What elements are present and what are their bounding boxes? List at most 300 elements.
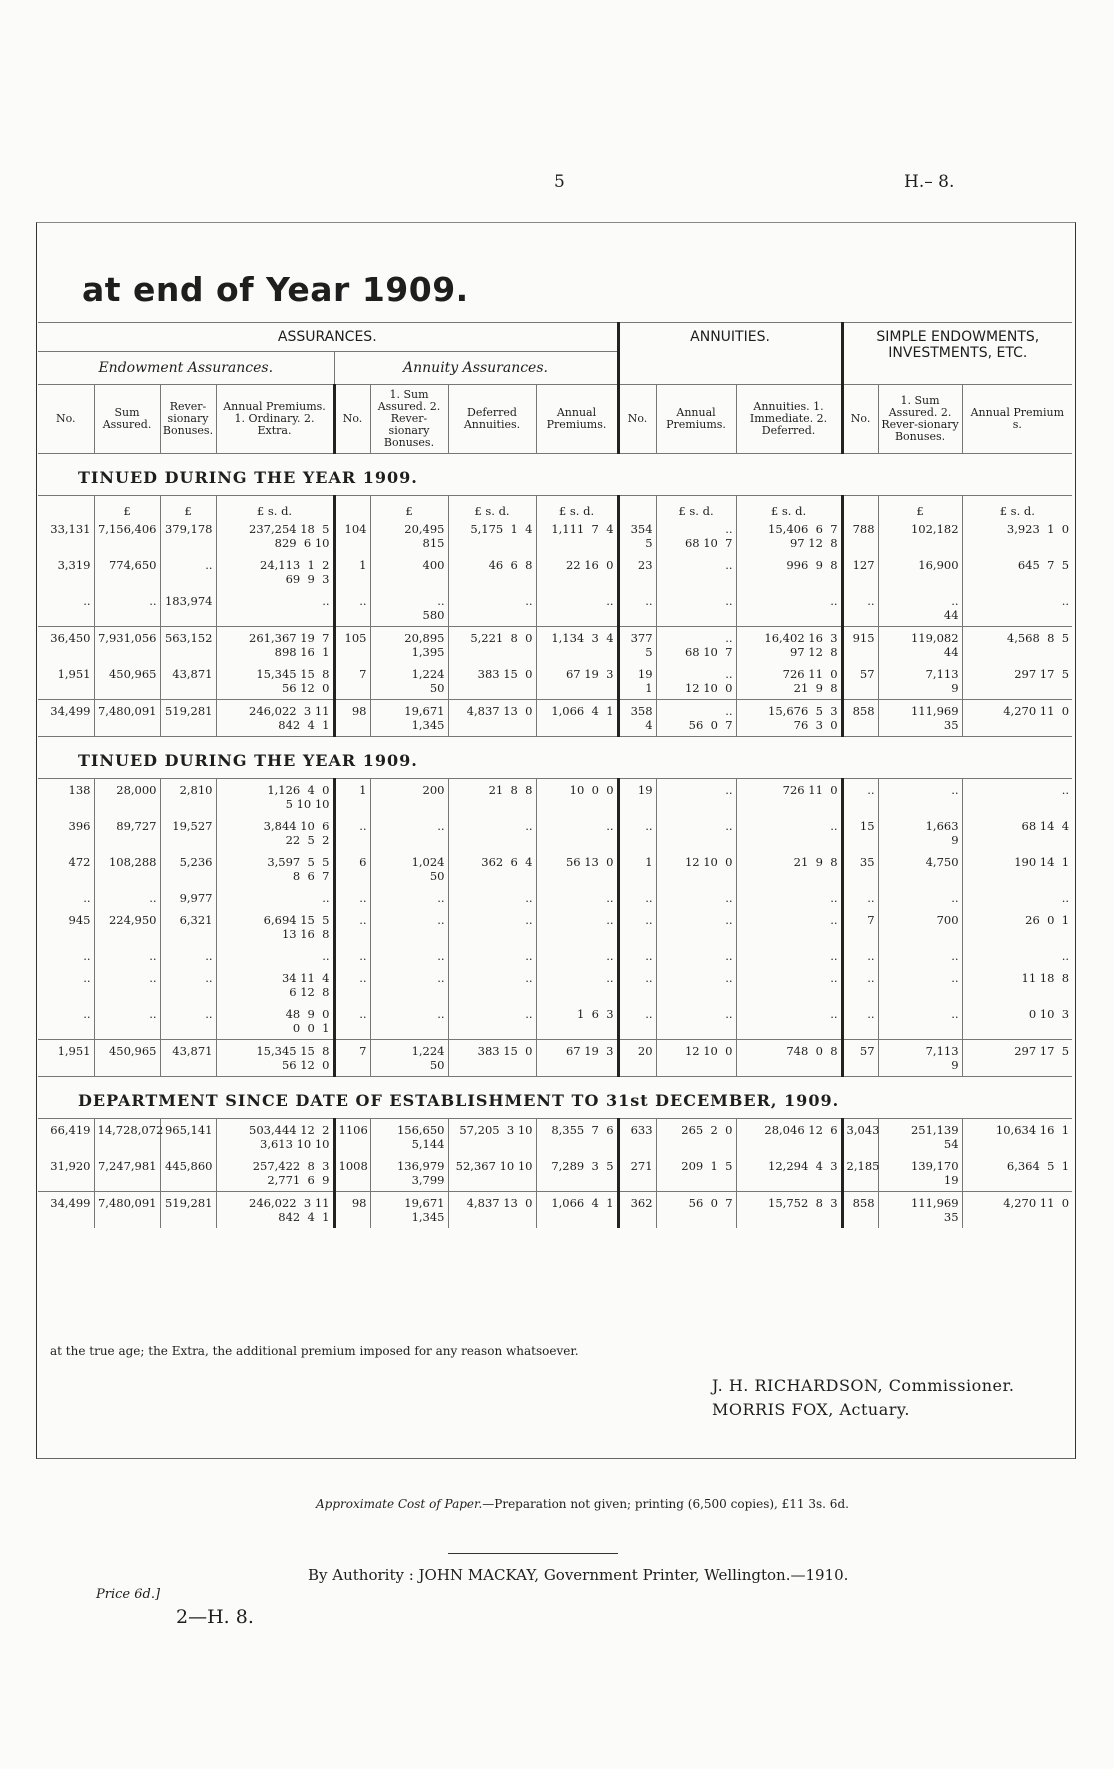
table-cell: .. <box>370 945 448 967</box>
col-header: 1. Sum Assured. 2. Rever-sionary Bonuses. <box>878 385 962 454</box>
table-cell: .. <box>334 590 370 627</box>
table-cell: .. <box>878 967 962 1003</box>
table-cell: 28,046 12 6 <box>736 1119 842 1156</box>
table-cell: .. <box>160 1003 216 1040</box>
table-cell: 383 15 0 <box>448 663 536 700</box>
table-cell: 996 9 8 <box>736 554 842 590</box>
table-cell: 190 14 1 <box>962 851 1072 887</box>
table-cell: 108,288 <box>94 851 160 887</box>
table-cell: 200 <box>370 779 448 816</box>
table-cell: 383 15 0 <box>448 1040 536 1077</box>
table-cell: .. <box>94 945 160 967</box>
subgroup-endowment: Endowment Assurances. <box>98 360 274 376</box>
table-row <box>38 945 1072 967</box>
table-cell: 19 1 <box>618 663 656 700</box>
table-cell: 111,969 35 <box>878 1192 962 1229</box>
table-cell: 68 14 4 <box>962 815 1072 851</box>
col-header: No. <box>618 385 656 454</box>
col-header: Annual Premiums. 1. Ordinary. 2. Extra. <box>216 385 334 454</box>
table-cell: 12 10 0 <box>656 851 736 887</box>
table-row <box>38 967 1072 1003</box>
table-cell: 14,728,072 <box>94 1119 160 1156</box>
table-cell: .. <box>656 590 736 627</box>
table-cell: 7,480,091 <box>94 700 160 737</box>
cost-text: —Preparation not given; printing (6,500 copies), £11 3s. 6d. <box>482 1497 849 1511</box>
subgroup-annuity-assurances: Annuity Assurances. <box>334 352 618 385</box>
table-cell: 3,597 5 5 8 6 7 <box>216 851 334 887</box>
table-cell: 633 <box>618 1119 656 1156</box>
unit-cell: £ s. d. <box>536 496 618 519</box>
table-cell: 15,345 15 8 56 12 0 <box>216 663 334 700</box>
table-row <box>38 1155 1072 1192</box>
table-cell: 4,270 11 0 <box>962 700 1072 737</box>
section-title: TINUED DURING THE YEAR 1909. <box>78 468 418 487</box>
unit-cell <box>842 496 878 519</box>
table-cell: .. 68 10 7 <box>656 627 736 664</box>
table-row <box>38 887 1072 909</box>
table-cell: .. <box>334 815 370 851</box>
table-cell: 563,152 <box>160 627 216 664</box>
table-cell: .. <box>83 949 91 963</box>
table-cell: 362 6 4 <box>448 851 536 887</box>
table-cell: 7,113 9 <box>878 663 962 700</box>
table-cell: 748 0 8 <box>736 1040 842 1077</box>
table-cell: .. <box>334 1003 370 1040</box>
table-cell: .. <box>736 590 842 627</box>
col-header: No. <box>334 385 370 454</box>
table-cell: .. <box>94 590 160 627</box>
table-cell: 6,694 15 5 13 16 8 <box>216 909 334 945</box>
table-cell: 4,837 13 0 <box>448 700 536 737</box>
table-cell: 57,205 3 10 <box>448 1119 536 1156</box>
table-cell: 858 <box>842 700 878 737</box>
table-cell: .. <box>842 590 878 627</box>
table-cell: 1,126 4 0 5 10 10 <box>216 779 334 816</box>
table-cell: 56 13 0 <box>536 851 618 887</box>
table-cell: 450,965 <box>94 1040 160 1077</box>
table-cell: 1,134 3 4 <box>536 627 618 664</box>
page-number: 5 <box>554 172 565 192</box>
table-cell: 519,281 <box>160 700 216 737</box>
col-header: Annual Premiums. <box>536 385 618 454</box>
footnote: at the true age; the Extra, the additional premium imposed for any reason whatsoever. <box>50 1344 579 1358</box>
table-cell: .. <box>618 945 656 967</box>
table-cell: .. <box>216 887 334 909</box>
table-cell: .. <box>160 945 216 967</box>
table-cell: 138 <box>68 783 91 797</box>
table-cell: 34 11 4 6 12 8 <box>216 967 334 1003</box>
table-cell: 26 0 1 <box>962 909 1072 945</box>
printer-authority: By Authority : JOHN MACKAY, Government Printer, Wellington.—1910. <box>308 1566 849 1584</box>
table-cell: .. <box>536 967 618 1003</box>
table-cell: 28,000 <box>94 779 160 816</box>
table-cell: .. <box>83 971 91 985</box>
table-cell: 1 <box>618 851 656 887</box>
table-cell: .. <box>536 815 618 851</box>
table-cell: .. <box>370 1003 448 1040</box>
table-cell: 1 <box>334 779 370 816</box>
table-cell: 98 <box>334 700 370 737</box>
table-cell: .. <box>842 945 878 967</box>
table-cell: .. <box>656 779 736 816</box>
table-cell: 24,113 1 2 69 9 3 <box>216 554 334 590</box>
table-cell: 265 2 0 <box>656 1119 736 1156</box>
table-cell: 1106 <box>334 1119 370 1156</box>
table-cell: .. <box>736 1003 842 1040</box>
table-row <box>38 590 1072 627</box>
table-cell: .. <box>83 1007 91 1021</box>
table-cell: 16,402 16 3 97 12 8 <box>736 627 842 664</box>
table-cell: 6 <box>334 851 370 887</box>
table-cell: 19,671 1,345 <box>370 1192 448 1229</box>
table-cell: 788 <box>842 518 878 554</box>
table-cell: .. <box>448 887 536 909</box>
table-cell: 6,364 5 1 <box>962 1155 1072 1192</box>
table-cell: .. <box>878 887 962 909</box>
table-cell: 15,345 15 8 56 12 0 <box>216 1040 334 1077</box>
table-cell: 34,499 <box>50 1196 91 1210</box>
table-cell: 16,900 <box>878 554 962 590</box>
table-cell: 7,480,091 <box>94 1192 160 1229</box>
table-cell: .. <box>536 945 618 967</box>
section-title: TINUED DURING THE YEAR 1909. <box>78 751 418 770</box>
table-cell: 21 9 8 <box>736 851 842 887</box>
col-header: Rever-sionary Bonuses. <box>160 385 216 454</box>
table-cell: 1 6 3 <box>536 1003 618 1040</box>
table-cell: 89,727 <box>94 815 160 851</box>
table-cell: 33,131 <box>50 522 91 536</box>
table-cell: 362 <box>618 1192 656 1229</box>
table-cell: .. <box>448 909 536 945</box>
table-cell: 251,139 54 <box>878 1119 962 1156</box>
table-cell: .. <box>83 891 91 905</box>
table-cell: .. <box>448 590 536 627</box>
table-cell: .. <box>334 945 370 967</box>
signature-mark: 2—H. 8. <box>176 1606 254 1628</box>
table-cell: 5,236 <box>160 851 216 887</box>
table-cell: .. <box>94 1003 160 1040</box>
table-cell: .. <box>736 815 842 851</box>
table-cell: 379,178 <box>160 518 216 554</box>
unit-cell: £ s. d. <box>448 496 536 519</box>
table-cell: 915 <box>842 627 878 664</box>
table-cell: 237,254 18 5 829 6 10 <box>216 518 334 554</box>
table-cell: 1008 <box>334 1155 370 1192</box>
table-cell: .. <box>656 554 736 590</box>
table-cell: .. <box>736 967 842 1003</box>
unit-cell: £ s. d. <box>656 496 736 519</box>
table-cell: 1,066 4 1 <box>536 700 618 737</box>
table-cell: .. <box>216 590 334 627</box>
table-cell: 858 <box>842 1192 878 1229</box>
table-cell: .. <box>878 1003 962 1040</box>
table-row <box>38 1119 1072 1156</box>
table-cell: 12,294 4 3 <box>736 1155 842 1192</box>
table-cell: 246,022 3 11 842 4 1 <box>216 700 334 737</box>
table-cell: .. <box>448 967 536 1003</box>
authority-rule <box>448 1553 618 1554</box>
table-cell: .. <box>618 590 656 627</box>
table-cell: 377 5 <box>618 627 656 664</box>
table-cell: 98 <box>334 1192 370 1229</box>
table-cell: 105 <box>334 627 370 664</box>
table-cell: .. <box>618 1003 656 1040</box>
table-cell: 3,923 1 0 <box>962 518 1072 554</box>
page-title: at end of Year 1909. <box>82 270 469 309</box>
table-cell: .. <box>878 945 962 967</box>
col-header: Annual Premiums. <box>656 385 736 454</box>
table-cell: .. <box>736 887 842 909</box>
table-cell: 31,920 <box>50 1159 91 1173</box>
table-cell: 11 18 8 <box>962 967 1072 1003</box>
table-cell: .. <box>842 887 878 909</box>
table-cell: 6,321 <box>160 909 216 945</box>
table-cell: 445,860 <box>160 1155 216 1192</box>
table-cell: 1,663 9 <box>878 815 962 851</box>
table-cell: 774,650 <box>94 554 160 590</box>
table-cell: .. <box>536 590 618 627</box>
table-row <box>38 518 1072 554</box>
table-cell: .. <box>536 909 618 945</box>
table-cell: 67 19 3 <box>536 1040 618 1077</box>
table-cell: 20 <box>618 1040 656 1077</box>
unit-cell: £ s. d. <box>736 496 842 519</box>
table-cell: 354 5 <box>618 518 656 554</box>
table-cell: 224,950 <box>94 909 160 945</box>
table-cell: .. 12 10 0 <box>656 663 736 700</box>
table-cell: 246,022 3 11 842 4 1 <box>216 1192 334 1229</box>
table-cell: .. <box>842 967 878 1003</box>
col-header: No. <box>842 385 878 454</box>
table-cell: .. <box>370 815 448 851</box>
table-cell: 472 <box>68 855 91 869</box>
table-row <box>38 1192 1072 1229</box>
table-cell: 7,289 3 5 <box>536 1155 618 1192</box>
table-cell: 102,182 <box>878 518 962 554</box>
table-cell: 1,224 50 <box>370 1040 448 1077</box>
table-cell: .. <box>656 887 736 909</box>
table-cell: 450,965 <box>94 663 160 700</box>
table-cell: 15,752 8 3 <box>736 1192 842 1229</box>
table-cell: 726 11 0 <box>736 779 842 816</box>
table-cell: .. <box>83 594 91 608</box>
unit-cell: £ <box>160 496 216 519</box>
statistics-table <box>38 322 1072 1228</box>
table-cell: 9,977 <box>160 887 216 909</box>
table-cell: .. <box>536 887 618 909</box>
table-cell: .. <box>962 887 1072 909</box>
table-cell: 5,221 8 0 <box>448 627 536 664</box>
table-cell: 726 11 0 21 9 8 <box>736 663 842 700</box>
unit-cell <box>618 496 656 519</box>
table-cell: 12 10 0 <box>656 1040 736 1077</box>
table-cell: .. <box>94 887 160 909</box>
col-header: Sum Assured. <box>94 385 160 454</box>
price: Price 6d.] <box>96 1587 161 1602</box>
table-cell: 7 <box>334 663 370 700</box>
unit-cell: £ s. d. <box>216 496 334 519</box>
table-cell: 1,111 7 4 <box>536 518 618 554</box>
table-cell: 20,895 1,395 <box>370 627 448 664</box>
table-cell: 3,319 <box>57 558 91 572</box>
table-cell: .. 44 <box>878 590 962 627</box>
table-cell: .. <box>656 945 736 967</box>
table-cell: 139,170 19 <box>878 1155 962 1192</box>
table-cell: 4,568 8 5 <box>962 627 1072 664</box>
table-cell: 4,270 11 0 <box>962 1192 1072 1229</box>
table-cell: 396 <box>68 819 91 833</box>
col-header: 1. Sum Assured. 2. Rever-sionary Bonuses. <box>370 385 448 454</box>
table-cell: .. 56 0 7 <box>656 700 736 737</box>
table-cell: .. <box>334 967 370 1003</box>
unit-cell <box>334 496 370 519</box>
table-cell: 52,367 10 10 <box>448 1155 536 1192</box>
table-cell: .. <box>370 909 448 945</box>
table-cell: .. <box>160 967 216 1003</box>
table-cell: 19,671 1,345 <box>370 700 448 737</box>
table-cell: .. 580 <box>370 590 448 627</box>
table-cell: 35 <box>842 851 878 887</box>
cost-label: Approximate Cost of Paper. <box>316 1497 483 1511</box>
table-cell: 57 <box>842 663 878 700</box>
table-cell: .. <box>448 945 536 967</box>
group-simple-endowments: SIMPLE ENDOWMENTS, INVESTMENTS, ETC. <box>842 323 1072 385</box>
table-cell: 67 19 3 <box>536 663 618 700</box>
table-cell: .. <box>370 887 448 909</box>
table-cell: 5,175 1 4 <box>448 518 536 554</box>
table-cell: 1,951 <box>57 667 91 681</box>
table-cell: 36,450 <box>50 631 91 645</box>
table-cell: .. <box>736 945 842 967</box>
table-cell: .. <box>656 909 736 945</box>
table-cell: .. <box>618 815 656 851</box>
table-cell: 104 <box>334 518 370 554</box>
signature-actuary: MORRIS FOX, Actuary. <box>712 1400 910 1419</box>
unit-cell: £ <box>94 496 160 519</box>
table-cell: 7,247,981 <box>94 1155 160 1192</box>
document-reference: H.– 8. <box>904 172 955 192</box>
table-cell: 57 <box>842 1040 878 1077</box>
table-cell: 43,871 <box>160 1040 216 1077</box>
cost-of-paper <box>316 1497 849 1511</box>
table-cell: 965,141 <box>160 1119 216 1156</box>
table-cell: 21 8 8 <box>448 779 536 816</box>
table-cell: 7,113 9 <box>878 1040 962 1077</box>
signature-commissioner: J. H. RICHARDSON, Commissioner. <box>712 1376 1015 1395</box>
table-cell: 503,444 12 2 3,613 10 10 <box>216 1119 334 1156</box>
table-cell: 1,066 4 1 <box>536 1192 618 1229</box>
table-cell: 46 6 8 <box>448 554 536 590</box>
group-assurances: ASSURANCES. <box>277 329 377 345</box>
table-cell: 261,367 19 7 898 16 1 <box>216 627 334 664</box>
table-row <box>38 815 1072 851</box>
table-cell: 19 <box>618 779 656 816</box>
table-row <box>38 779 1072 816</box>
table-cell: 15,406 6 7 97 12 8 <box>736 518 842 554</box>
table-cell: 1 <box>334 554 370 590</box>
table-cell: .. <box>334 887 370 909</box>
table-cell: 4,837 13 0 <box>448 1192 536 1229</box>
table-row <box>38 1003 1072 1040</box>
table-cell: .. <box>656 967 736 1003</box>
table-cell: 111,969 35 <box>878 700 962 737</box>
table-cell: 20,495 815 <box>370 518 448 554</box>
table-cell: 183,974 <box>160 590 216 627</box>
table-cell: 156,650 5,144 <box>370 1119 448 1156</box>
table-row <box>38 1040 1072 1077</box>
table-cell: 4,750 <box>878 851 962 887</box>
table-cell: .. <box>448 1003 536 1040</box>
table-row <box>38 700 1072 737</box>
table-cell: 257,422 8 3 2,771 6 9 <box>216 1155 334 1192</box>
table-cell: .. <box>842 1003 878 1040</box>
table-cell: 119,082 44 <box>878 627 962 664</box>
table-cell: 43,871 <box>160 663 216 700</box>
table-cell: .. <box>216 945 334 967</box>
table-cell: .. <box>842 779 878 816</box>
table-cell: 56 0 7 <box>656 1192 736 1229</box>
table-cell: 15,676 5 3 76 3 0 <box>736 700 842 737</box>
table-cell: 945 <box>68 913 91 927</box>
group-annuities: ANNUITIES. <box>618 323 842 385</box>
table-cell: .. <box>878 779 962 816</box>
table-cell: 400 <box>370 554 448 590</box>
table-cell: 1,951 <box>57 1044 91 1058</box>
table-cell: .. <box>656 1003 736 1040</box>
table-row <box>38 627 1072 664</box>
table-cell: 7,931,056 <box>94 627 160 664</box>
table-cell: 209 1 5 <box>656 1155 736 1192</box>
table-cell: 127 <box>842 554 878 590</box>
table-row <box>38 851 1072 887</box>
table-cell: .. <box>736 909 842 945</box>
table-cell: 136,979 3,799 <box>370 1155 448 1192</box>
table-cell: .. <box>962 945 1072 967</box>
table-cell: 22 16 0 <box>536 554 618 590</box>
table-cell: 8,355 7 6 <box>536 1119 618 1156</box>
table-cell: 3,844 10 6 22 5 2 <box>216 815 334 851</box>
table-cell: 358 4 <box>618 700 656 737</box>
unit-cell: £ <box>878 496 962 519</box>
table-cell: 519,281 <box>160 1192 216 1229</box>
table-cell: 10,634 16 1 <box>962 1119 1072 1156</box>
table-cell: .. 68 10 7 <box>656 518 736 554</box>
table-cell: 7 <box>334 1040 370 1077</box>
col-header: Annual Premium s. <box>962 385 1072 454</box>
table-cell: 297 17 5 <box>962 663 1072 700</box>
table-cell: 2,810 <box>160 779 216 816</box>
table-cell: 19,527 <box>160 815 216 851</box>
table-cell: 0 10 3 <box>962 1003 1072 1040</box>
table-cell: 34,499 <box>50 704 91 718</box>
table-cell: .. <box>618 967 656 1003</box>
table-row <box>38 663 1072 700</box>
section-title: DEPARTMENT SINCE DATE OF ESTABLISHMENT TO 31st DECEMBER, 1909. <box>78 1091 840 1110</box>
table-cell: 48 9 0 0 0 1 <box>216 1003 334 1040</box>
table-cell: .. <box>370 967 448 1003</box>
table-cell: 2,185 <box>842 1155 878 1192</box>
table-cell: 271 <box>618 1155 656 1192</box>
unit-cell: £ s. d. <box>962 496 1072 519</box>
table-cell: 7,156,406 <box>94 518 160 554</box>
table-cell: 3,043 <box>842 1119 878 1156</box>
table-cell: .. <box>334 909 370 945</box>
table-cell: .. <box>448 815 536 851</box>
table-cell: .. <box>962 590 1072 627</box>
col-header: Annuities. 1. Immediate. 2. Deferred. <box>736 385 842 454</box>
col-header: No. <box>55 412 76 425</box>
table-cell: 23 <box>618 554 656 590</box>
